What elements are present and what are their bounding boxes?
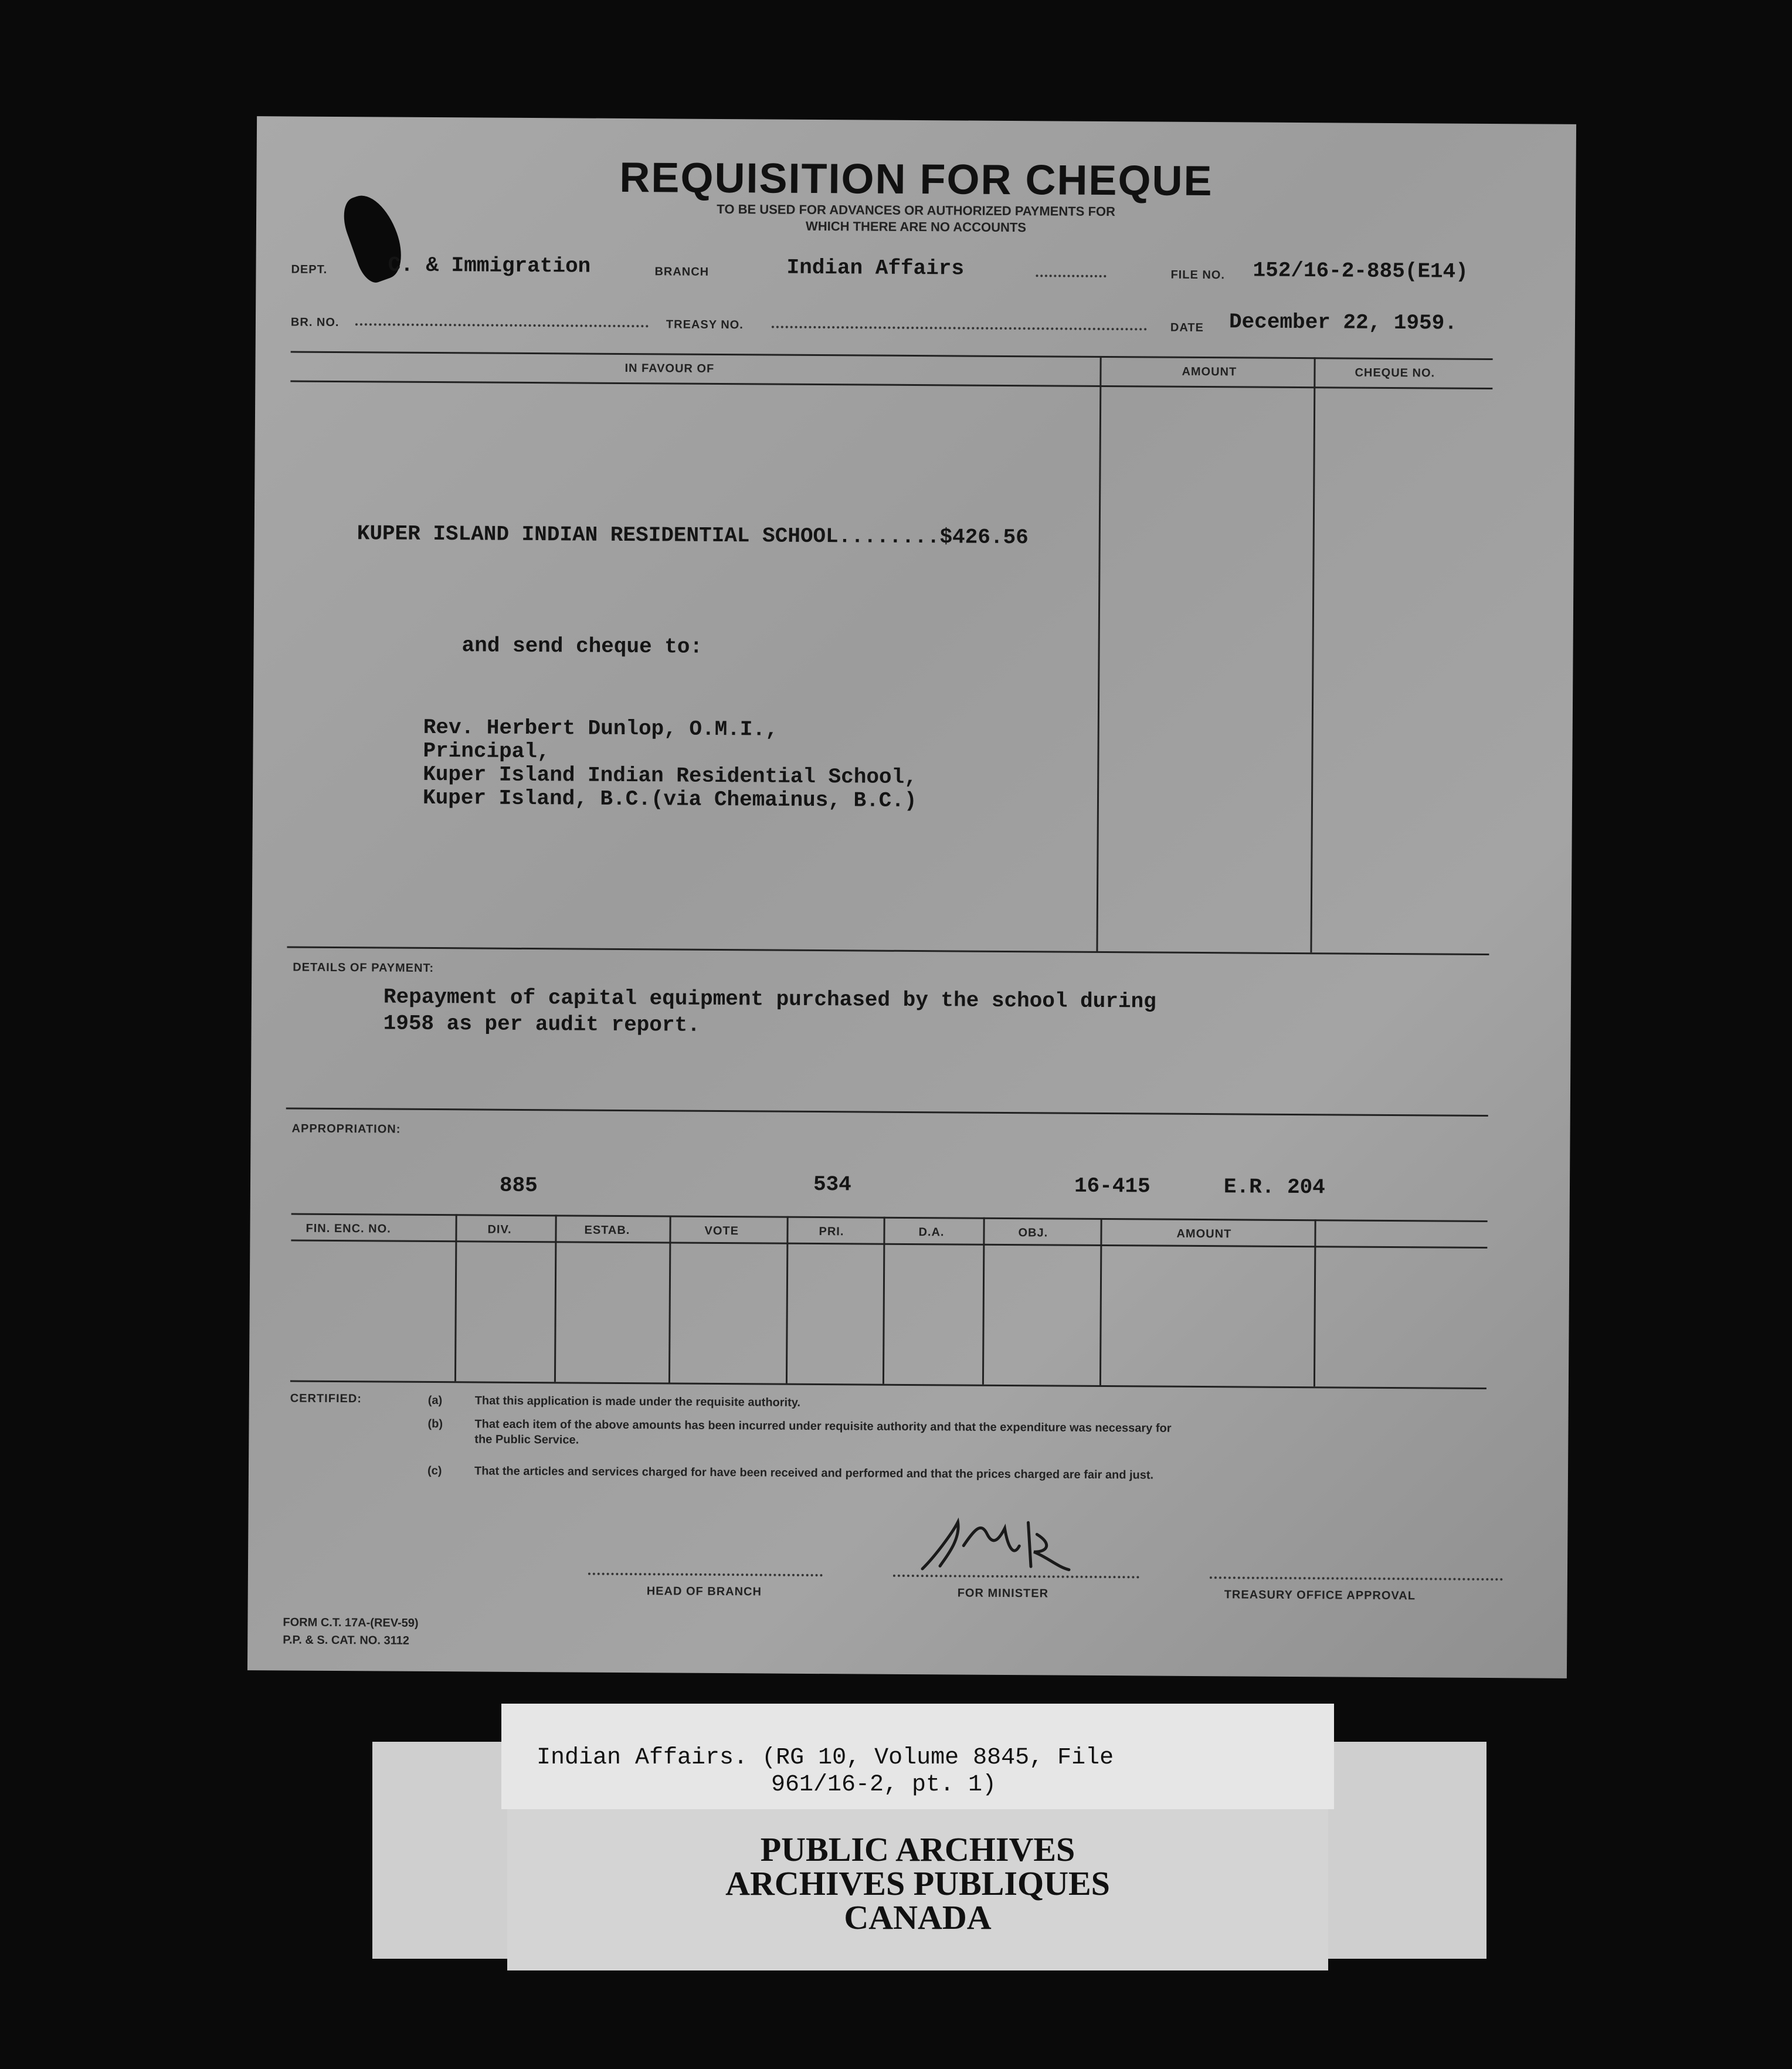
col-amount: AMOUNT xyxy=(1182,365,1237,379)
table-header-cell: ESTAB. xyxy=(584,1223,630,1237)
stamp-line: CANADA xyxy=(844,1898,992,1936)
catalogue-number: P.P. & S. CAT. NO. 3112 xyxy=(283,1633,409,1647)
file-value: 152/16-2-885(E14) xyxy=(1253,258,1468,284)
table-divider xyxy=(454,1214,457,1381)
date-value: December 22, 1959. xyxy=(1228,310,1457,335)
form-number: FORM C.T. 17A-(REV-59) xyxy=(283,1616,419,1630)
appropriation-value: E.R. 204 xyxy=(1223,1175,1325,1200)
branch-dots xyxy=(1036,274,1106,277)
dept-label: DEPT. xyxy=(291,263,328,276)
certified-label: CERTIFIED: xyxy=(290,1392,362,1406)
table-divider xyxy=(554,1215,557,1382)
table-divider xyxy=(1099,1218,1102,1385)
table-rule-top xyxy=(291,1213,1488,1222)
treasy-label: TREASY NO. xyxy=(666,318,744,332)
col-divider-2 xyxy=(1310,357,1315,952)
col-cheque: CHEQUE NO. xyxy=(1355,366,1435,380)
table-header-cell: FIN. ENC. NO. xyxy=(306,1222,391,1236)
archive-reference-line: 961/16-2, pt. 1) xyxy=(771,1772,997,1798)
requisition-form xyxy=(247,116,1576,1678)
certified-text: That the articles and services charged for have been received and performed and that the prices charged are fair and just. xyxy=(474,1464,1154,1482)
address-line: Kuper Island, B.C.(via Chemainus, B.C.) xyxy=(422,785,917,813)
certified-text: That each item of the above amounts has been incurred under requisite authority and that the expenditure was necessary for the Public Service. xyxy=(474,1417,1172,1447)
form-subtitle: TO BE USED FOR ADVANCES OR AUTHORIZED PAYMENTS FOR WHICH THERE ARE NO ACCOUNTS xyxy=(717,201,1116,235)
certified-text: That this application is made under the requisite authority. xyxy=(474,1394,801,1409)
appropriation-label: APPROPRIATION: xyxy=(291,1122,401,1136)
table-divider xyxy=(982,1217,985,1385)
dept-value: C. & Immigration xyxy=(388,253,591,279)
address-line: Rev. Herbert Dunlop, O.M.I., xyxy=(423,715,778,742)
table-header-cell: AMOUNT xyxy=(1176,1227,1232,1241)
branch-value: Indian Affairs xyxy=(786,255,965,281)
archive-reference-line: Indian Affairs. (RG 10, Volume 8845, File xyxy=(537,1745,1114,1771)
rule-header xyxy=(290,381,1492,390)
branch-label: BRANCH xyxy=(654,265,710,279)
treasy-dots xyxy=(772,326,1147,331)
table-divider xyxy=(1314,1219,1316,1386)
address-line: Principal, xyxy=(423,738,550,764)
table-divider xyxy=(786,1216,789,1383)
table-divider xyxy=(668,1215,671,1382)
appropriation-value: 16-415 xyxy=(1074,1173,1150,1199)
sig-dots-head xyxy=(588,1573,823,1576)
sig-dots-treasury xyxy=(1210,1576,1503,1580)
table-divider xyxy=(883,1217,885,1384)
sig-treasury-label: TREASURY OFFICE APPROVAL xyxy=(1224,1588,1416,1603)
archive-stamp xyxy=(507,1809,1328,1970)
col-favour: IN FAVOUR OF xyxy=(625,361,715,375)
address-line: Kuper Island Indian Residential School, xyxy=(423,762,917,790)
table-header-cell: DIV. xyxy=(487,1223,512,1236)
sig-minister-label: FOR MINISTER xyxy=(957,1586,1049,1600)
stamp-line: ARCHIVES PUBLIQUES xyxy=(725,1864,1110,1902)
br-dots xyxy=(355,323,649,327)
stamp-line: PUBLIC ARCHIVES xyxy=(760,1830,1075,1868)
date-label: DATE xyxy=(1170,321,1204,335)
table-header-cell: VOTE xyxy=(704,1224,739,1238)
card-reference-label xyxy=(501,1704,1334,1809)
form-title: REQUISITION FOR CHEQUE xyxy=(619,154,1213,205)
rule-top xyxy=(291,351,1493,361)
rule-appropriation xyxy=(286,1107,1488,1117)
details-line: 1958 as per audit report. xyxy=(383,1011,700,1037)
handwritten-signature xyxy=(911,1510,1087,1582)
table-rule-bottom xyxy=(290,1381,1486,1389)
sig-head-label: HEAD OF BRANCH xyxy=(646,1585,762,1599)
appropriation-value: 885 xyxy=(499,1173,538,1198)
certified-key: (a) xyxy=(427,1393,443,1407)
col-divider-1 xyxy=(1096,356,1101,951)
payee-line: KUPER ISLAND INDIAN RESIDENTIAL SCHOOL........$426.56 xyxy=(357,521,1029,550)
file-label: FILE NO. xyxy=(1170,268,1226,282)
details-line: Repayment of capital equipment purchased by the school during xyxy=(383,985,1156,1014)
rule-details xyxy=(287,946,1489,955)
details-label: DETAILS OF PAYMENT: xyxy=(293,961,435,975)
br-label: BR. NO. xyxy=(290,316,340,330)
certified-key: (c) xyxy=(427,1464,442,1478)
table-header-cell: D.A. xyxy=(918,1226,945,1239)
appropriation-value: 534 xyxy=(813,1172,851,1197)
send-to: and send cheque to: xyxy=(461,633,703,659)
table-header-cell: OBJ. xyxy=(1018,1226,1048,1240)
certified-key: (b) xyxy=(427,1417,443,1431)
table-header-cell: PRI. xyxy=(819,1225,844,1239)
table-rule-header xyxy=(291,1240,1487,1249)
